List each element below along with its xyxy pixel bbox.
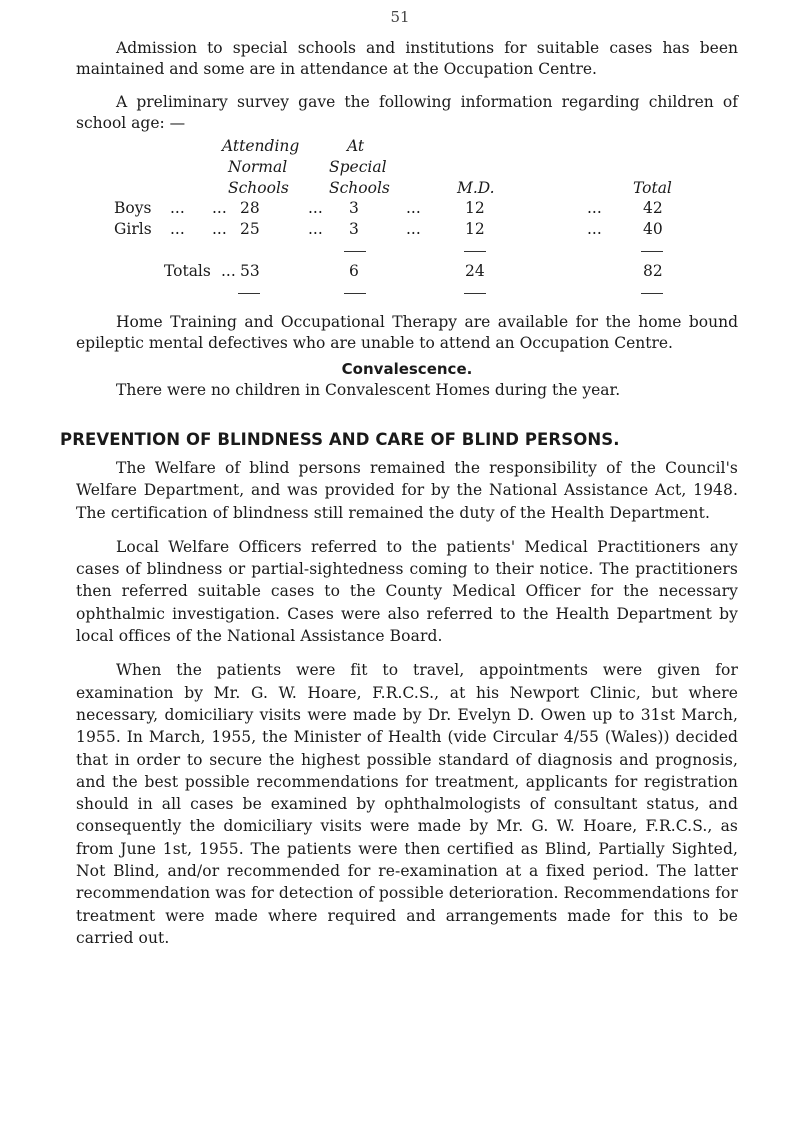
dots: ... xyxy=(587,199,602,217)
header-attending-1: Attending xyxy=(222,137,300,155)
blindness-section-heading: PREVENTION OF BLINDNESS AND CARE OF BLIND PERSONS. xyxy=(60,430,620,449)
row-label-boys: Boys xyxy=(114,199,152,217)
dots: ... xyxy=(212,220,227,238)
rule-dash xyxy=(464,251,486,252)
totals-total-value: 82 xyxy=(643,262,663,280)
girls-total-value: 40 xyxy=(643,220,663,238)
local-welfare-paragraph: Local Welfare Officers referred to the patients' Medical Practitioners any cases of blindness or partial-sightedness coming to their notice. The practitioners then referred suitable cases to the County Medical Officer for the necessary ophthalmic investigation. Cases were also referred to the Health Department by local offices of the National Assistance Board. xyxy=(76,537,738,646)
rule-dash xyxy=(464,293,486,294)
totals-normal-value: 53 xyxy=(240,262,260,280)
header-md: M.D. xyxy=(457,179,495,197)
boys-total-value: 42 xyxy=(643,199,663,217)
school-age-survey-table xyxy=(76,136,738,306)
dots: ... xyxy=(212,199,227,217)
boys-md-value: 12 xyxy=(465,199,485,217)
survey-intro-paragraph: A preliminary survey gave the following information regarding children of school age: — xyxy=(76,93,738,132)
rule-dash xyxy=(641,293,663,294)
dots: ... xyxy=(308,199,323,217)
dots: ... xyxy=(308,220,323,238)
row-label-totals: Totals xyxy=(164,262,211,280)
header-special-2: Special xyxy=(329,158,387,176)
rule-dash xyxy=(238,293,260,294)
girls-md-value: 12 xyxy=(465,220,485,238)
dots: ... xyxy=(221,262,236,280)
travel-paragraph: When the patients were fit to travel, appointments were given for examination by Mr. G. W. Hoare, F.R.C.S., at his Newport Clinic, but where necessary, domiciliary visits were made by Dr. Evelyn D. Owen up to 31st March, 1955. In March, 1955, the Minister of Health (vide Circular 4/55 (Wales)) decided that in order to secure the highest possible standard of diagnosis and prognosis, and the best possible recommendations for treatment, applicants for registration should in all cases be examined by ophthalmologists of consultant status, and consequently the domiciliary visits were made by Mr. G. W. Hoare, F.R.C.S., as from June 1st, 1955. The patients were then certified as Blind, Partially Sighted, Not Blind, and/or recommended for re-examination at a fixed period. The latter recommendation was for detection of possible deterioration. Recommendations for treatment were made where required and arrangements made for this to be carried out. xyxy=(76,661,738,947)
page-body xyxy=(60,38,738,949)
welfare-paragraph: The Welfare of blind persons remained the responsibility of the Council's Welfare Department, and was provided for by the National Assistance Act, 1948. The certification of blindness still remained the duty of the Health Department. xyxy=(76,459,738,522)
rule-dash xyxy=(344,251,366,252)
dots: ... xyxy=(587,220,602,238)
boys-special-value: 3 xyxy=(349,199,359,217)
totals-md-value: 24 xyxy=(465,262,485,280)
totals-special-value: 6 xyxy=(349,262,359,280)
girls-normal-value: 25 xyxy=(240,220,260,238)
admission-paragraph: Admission to special schools and institutions for suitable cases has been maintained and some are in attendance at the Occupation Centre. xyxy=(76,39,738,78)
home-training-paragraph: Home Training and Occupational Therapy are available for the home bound epileptic mental defectives who are unable to attend an Occupation Centre. xyxy=(76,313,738,352)
row-label-girls: Girls xyxy=(114,220,152,238)
header-special-3: Schools xyxy=(329,179,390,197)
rule-dash xyxy=(641,251,663,252)
girls-special-value: 3 xyxy=(349,220,359,238)
header-attending-2: Normal xyxy=(228,158,288,176)
dots: ... xyxy=(170,220,185,238)
header-attending-3: Schools xyxy=(228,179,289,197)
convalescent-paragraph: There were no children in Convalescent Homes during the year. xyxy=(116,381,621,399)
convalescence-heading: Convalescence. xyxy=(341,360,473,378)
header-special-1: At xyxy=(347,137,365,155)
dots: ... xyxy=(406,199,421,217)
rule-dash xyxy=(344,293,366,294)
dots: ... xyxy=(170,199,185,217)
dots: ... xyxy=(406,220,421,238)
page-number: 51 xyxy=(390,8,410,26)
boys-normal-value: 28 xyxy=(240,199,260,217)
header-total: Total xyxy=(633,179,672,197)
